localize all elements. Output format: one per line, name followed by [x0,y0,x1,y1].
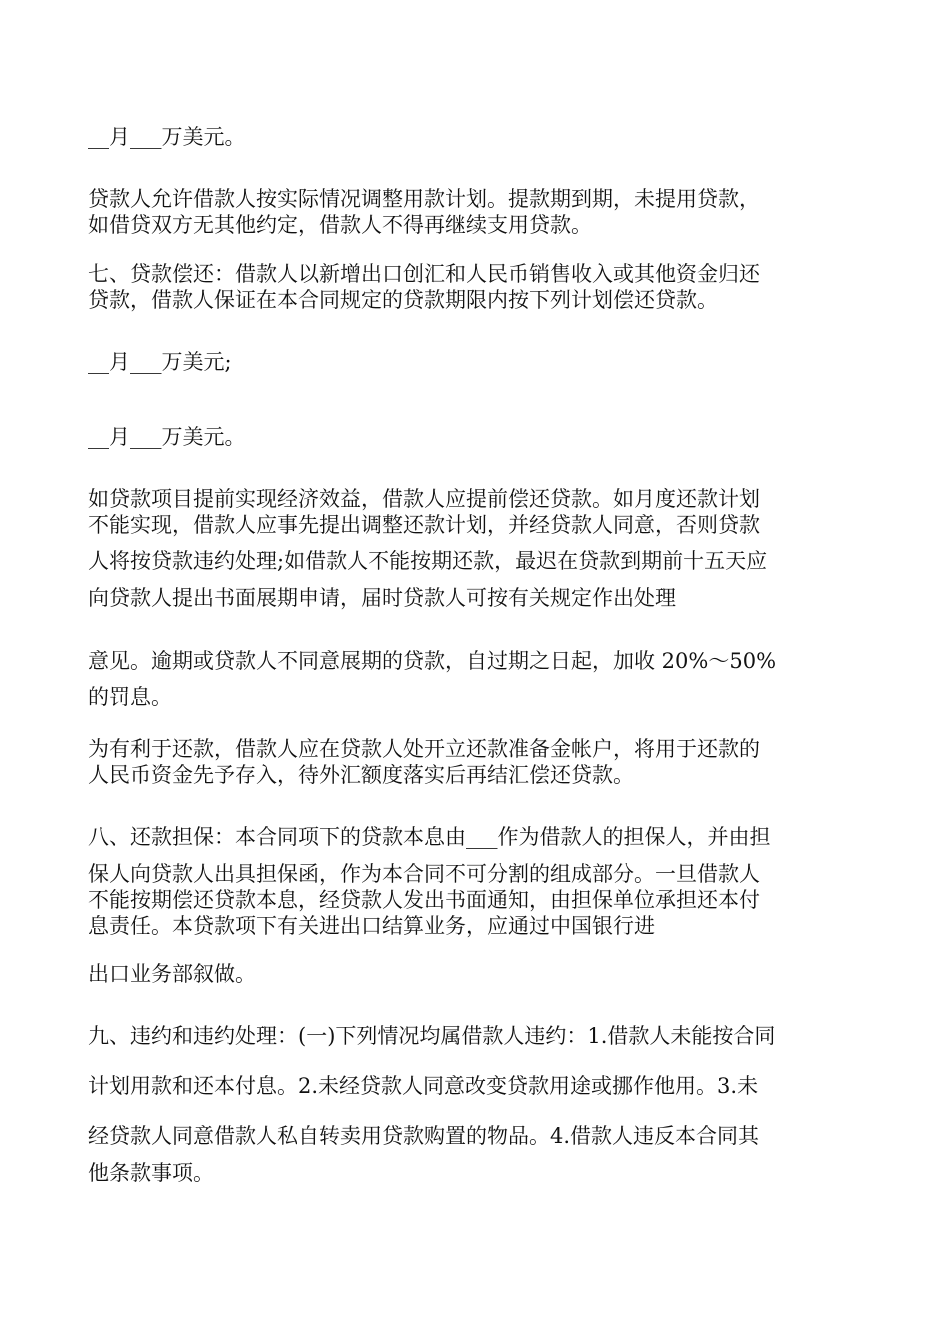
text-line: 七、贷款偿还：借款人以新增出口创汇和人民币销售收入或其他资金归还 [88,262,760,286]
text-line: 保人向贷款人出具担保函，作为本合同不可分割的组成部分。一旦借款人 [88,862,760,886]
text-line: __月___万美元。 [88,125,246,149]
text-line: 人民币资金先予存入，待外汇额度落实后再结汇偿还贷款。 [88,763,634,787]
text-line: 意见。逾期或贷款人不同意展期的贷款，自过期之日起，加收 20%～50% [88,649,777,673]
text-line: 计划用款和还本付息。2.未经贷款人同意改变贷款用途或挪作他用。3.未 [88,1074,759,1098]
text-line: 九、违约和违约处理：(一)下列情况均属借款人违约：1.借款人未能按合同 [88,1024,776,1048]
text-line: 人将按贷款违约处理;如借款人不能按期还款，最迟在贷款到期前十五天应 [88,549,768,573]
text-line: 向贷款人提出书面展期申请，届时贷款人可按有关规定作出处理 [88,586,676,610]
text-line: 他条款事项。 [88,1161,214,1185]
text-line: 为有利于还款，借款人应在贷款人处开立还款准备金帐户，将用于还款的 [88,737,760,761]
text-line: 不能实现，借款人应事先提出调整还款计划，并经贷款人同意，否则贷款 [88,513,760,537]
text-line: 如借贷双方无其他约定，借款人不得再继续支用贷款。 [88,213,592,237]
text-line: 出口业务部叙做。 [88,962,256,986]
text-line: 的罚息。 [88,685,172,709]
text-line: __月___万美元; [88,350,232,374]
text-line: 八、还款担保：本合同项下的贷款本息由___作为借款人的担保人，并由担 [88,825,771,849]
text-line: 不能按期偿还贷款本息，经贷款人发出书面通知，由担保单位承担还本付 [88,888,760,912]
text-line: 贷款，借款人保证在本合同规定的贷款期限内按下列计划偿还贷款。 [88,288,718,312]
text-line: __月___万美元。 [88,425,246,449]
text-line: 贷款人允许借款人按实际情况调整用款计划。提款期到期，未提用贷款， [88,187,760,211]
text-line: 息责任。本贷款项下有关进出口结算业务，应通过中国银行进 [88,914,655,938]
text-line: 经贷款人同意借款人私自转卖用贷款购置的物品。4.借款人违反本合同其 [88,1124,760,1148]
text-line: 如贷款项目提前实现经济效益，借款人应提前偿还贷款。如月度还款计划 [88,487,760,511]
